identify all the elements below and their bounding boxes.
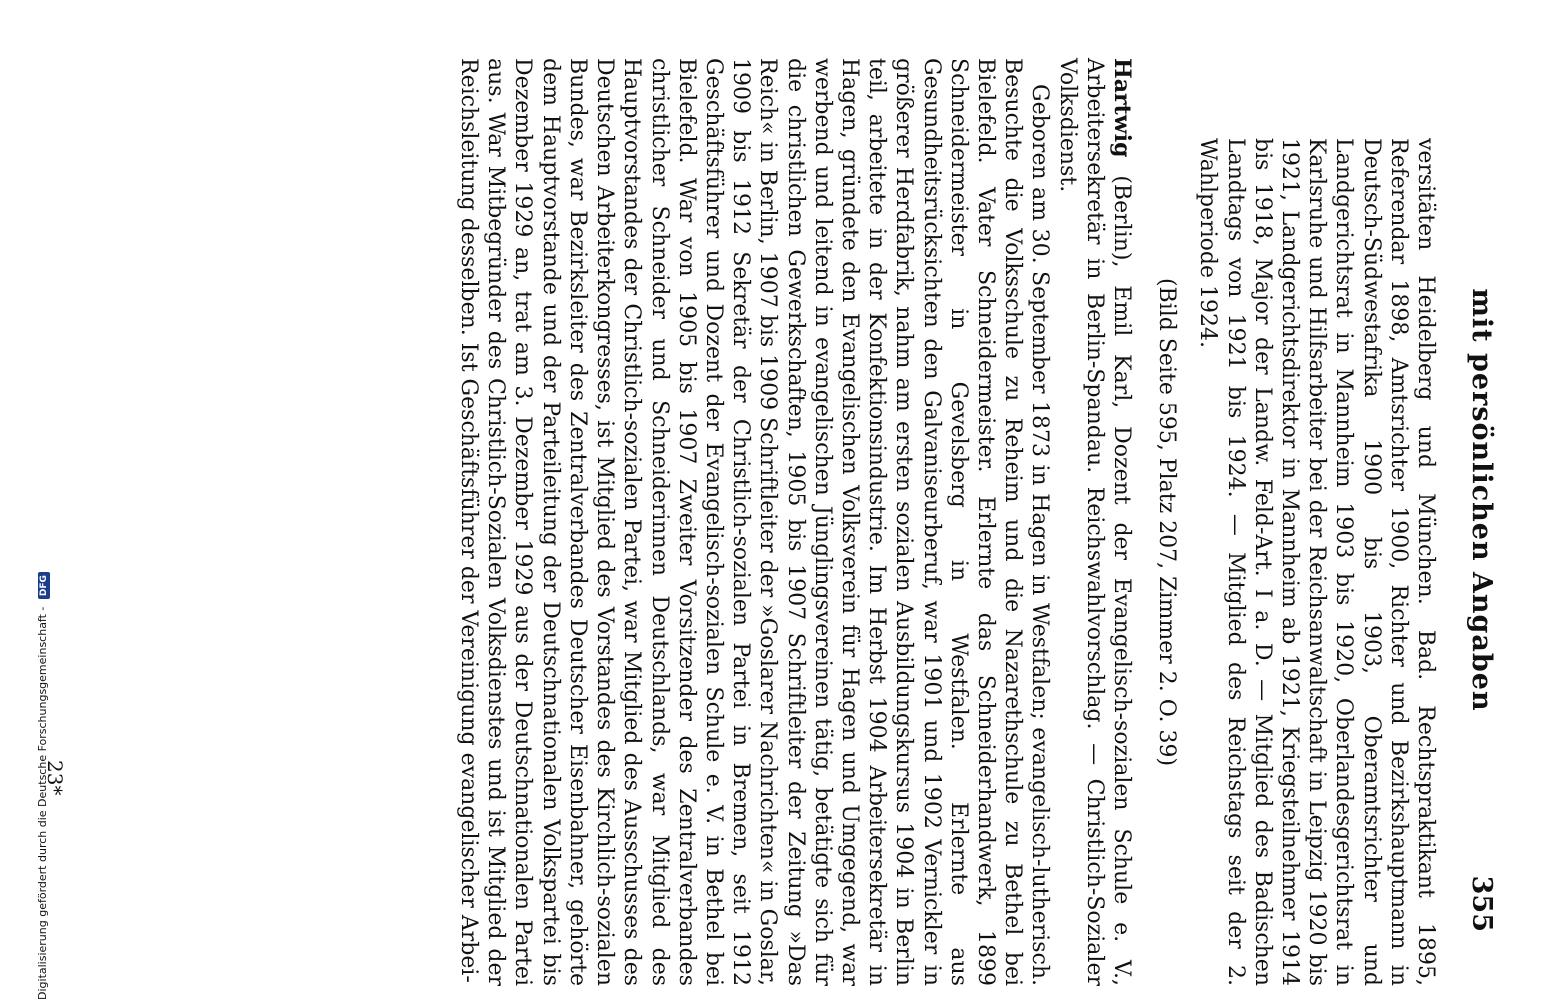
running-title: mit persönlichen Angaben xyxy=(1466,288,1497,712)
body-text xyxy=(455,58,1439,986)
picture-reference: (Bild Seite 595, Platz 207, Zimmer 2. O. 39) xyxy=(1154,277,1180,767)
credit-text: Digitalisierung gefördert durch die Deutsche Forschungsgemeinschaft - xyxy=(36,606,49,1000)
page-number: 355 xyxy=(1466,875,1497,932)
running-head xyxy=(1457,60,1497,940)
previous-entry-text: versitäten Heidelberg und München. Bad. Rechtspraktikant 1895, Referendar 1898, Amtsrichter 1900, Richter und Bezirkshauptmann in Deutsch-Südwestafrika 1900 bis 1903, Oberamtsrichter und Landgerichtsrat in Mannheim 1903 bis 1920, Oberlandesgerichtsrat in Karlsruhe und Hilfsarbeiter bei der Reichsanwaltschaft in Leipzig 1920 bis 1921, Landgerichtsdirektor in Mannheim ab 1921, Kriegsteilnehmer 1914 bis 1918, Major der Landw. Feld-Art. I a. D. — Mitglied des Badischen Landtags von 1921 bis 1924. — Mitglied des Reichstags seit der 2. Wahlperiode 1924. xyxy=(1195,138,1438,986)
digitization-credit xyxy=(36,0,50,1000)
member-biography: Geboren am 30. September 1873 in Hagen in Westfalen; evangelisch-lutherisch. Besuchte die Volksschule zu Reheim und die Nazarethschule zu Bethel bei Bielefeld. Vater Schneidermeister. Erlernte das Schneiderhandwerk, 1899 Schneidermeister in Gevelsberg in Westfalen. Erlernte aus Gesundheitsrücksichten den Galvaniseurberuf, war 1901 und 1902 Vernickler in größerer Herdfabrik, nahm am ersten sozialen Ausbildungskursus 1904 in Berlin teil, arbeitete in der Konfektionsindustrie. Im Herbst 1904 Arbeitersekretär in Hagen, gründete den Evangelischen Volksverein für Hagen und Umgegend, war werbend und leitend in evangelischen Jünglingsvereinen tätig, betätigte sich für die christlichen Gewerkschaften, 1905 bis 1907 Schriftleiter der Zeitung »Das Reich« in Berlin, 1907 bis 1909 Schriftleiter der »Goslarer Nachrichten« in Goslar, 1909 bis 1912 Sekretär der Christlich-sozialen Partei in Bremen, seit 1912 Geschäftsführer und Dozent der Evangelisch-sozialen Schule e. V. in Bethel bei Bielefeld. War von 1905 bis 1907 Zweiter Vorsitzender des Zentralverbandes christlicher Schneider und Schneiderinnen Deutschlands, war Mitglied des Hauptvorstandes der Christlich-sozialen Partei, war Mitglied des Ausschusses des Deutschen Arbeiterkongresses, ist Mitglied des Vorstandes des Kirchlich-sozialen Bundes, war Bezirksleiter des Zentralverbandes Deutscher Eisenbahner, gehörte dem Hauptvorstande und der Parteileitung der Deutschnationalen Volkspartei bis Dezember 1929 an, trat am 3. Dezember 1929 aus der Deutschnationalen Partei aus. War Mitbegründer des Christlich-Sozialen Volksdienstes und ist Mitglied der Reichsleitung desselben. Ist Geschäftsführer der Vereinigung evangelischer Arbei- xyxy=(456,58,1053,986)
dfg-logo: DFG xyxy=(38,572,50,599)
entry-heading xyxy=(1053,58,1135,986)
member-intro: (Berlin), Emil Karl, Dozent der Evangelisch-sozialen Schule e. V., Arbeitersekretär in Berlin-Spandau. Reichswahlvorschlag. — Christlich-Sozialer Volksdienst. xyxy=(1054,58,1134,986)
member-name: Hartwig xyxy=(1108,58,1135,158)
sheet-signature: 23* xyxy=(43,760,67,796)
